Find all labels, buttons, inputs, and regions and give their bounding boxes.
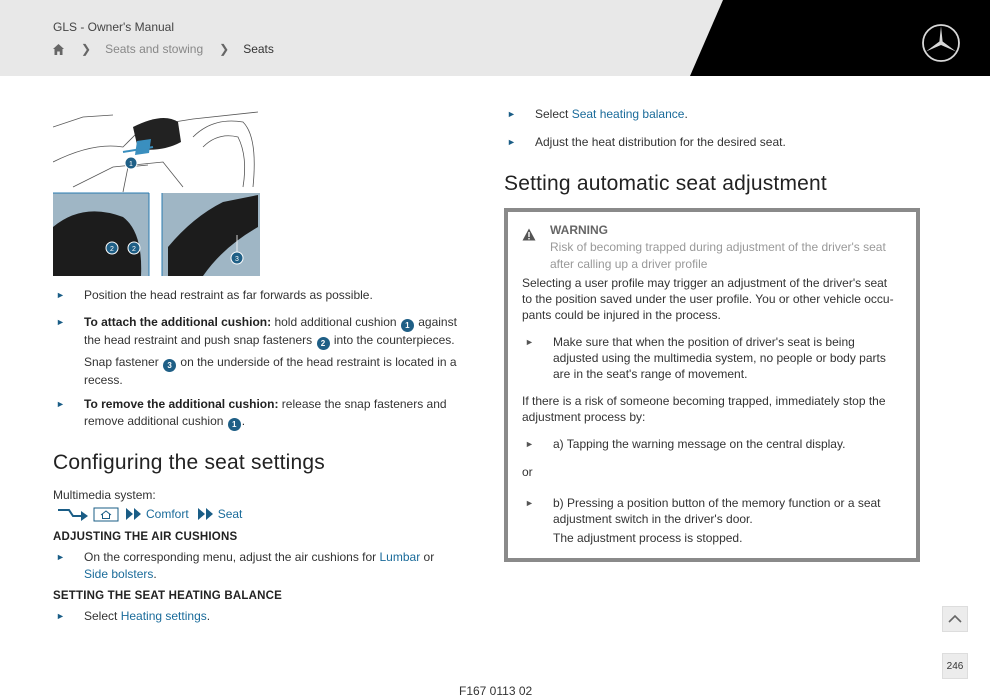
menu-path-seat[interactable]: Seat bbox=[217, 507, 243, 521]
warning-paragraph-1: Selecting a user profile may trigger an adjustment of the driver's seat to the position saved under the user profile. You or other vehicle occu-pants could be injured in the process. bbox=[522, 276, 894, 322]
heading-seat-heating-balance: SETTING THE SEAT HEATING BALANCE bbox=[53, 590, 282, 602]
step-adjust-air-cushions: ► On the corresponding menu, adjust the air cushions for Lumbar or Side bolsters. bbox=[56, 550, 435, 581]
mercedes-star-logo bbox=[921, 23, 961, 63]
chevron-right-icon: ❯ bbox=[81, 42, 92, 56]
warning-subtitle: Risk of becoming trapped during adjustment of the driver's seat after calling up a driver profile bbox=[550, 240, 886, 271]
svg-text:2: 2 bbox=[132, 246, 136, 253]
bullet-arrow-icon: ► bbox=[525, 337, 534, 347]
step-remove-cushion: ► To remove the additional cushion: release the snap fasteners and remove additional cushion 1 . bbox=[56, 397, 447, 429]
bullet-arrow-icon: ► bbox=[56, 611, 65, 621]
step-select-seat-heating-balance: ► Select Seat heating balance. bbox=[507, 107, 688, 121]
svg-text:2: 2 bbox=[110, 246, 114, 253]
bullet-arrow-icon: ► bbox=[56, 317, 65, 327]
warning-triangle-icon bbox=[522, 228, 536, 241]
step-adjust-heat-distribution: ► Adjust the heat distribution for the desired seat. bbox=[507, 135, 786, 149]
page-header bbox=[0, 0, 990, 76]
svg-text:1: 1 bbox=[129, 161, 133, 168]
callout-badge-2: 2 bbox=[317, 337, 330, 350]
callout-badge-3: 3 bbox=[163, 359, 176, 372]
warning-paragraph-2: If there is a risk of someone becoming trapped, immediately stop the adjustment process by: bbox=[522, 394, 886, 424]
heading-configuring-seat-settings: Configuring the seat settings bbox=[53, 451, 325, 474]
page-number-button[interactable]: 246 bbox=[942, 653, 968, 679]
callout-badge-1: 1 bbox=[228, 418, 241, 431]
scroll-top-button[interactable] bbox=[942, 606, 968, 632]
bullet-arrow-icon: ► bbox=[56, 290, 65, 300]
bullet-arrow-icon: ► bbox=[56, 552, 65, 562]
heading-adjusting-air-cushions: ADJUSTING THE AIR CUSHIONS bbox=[53, 531, 238, 543]
figure-code: F167 0113 02 bbox=[459, 684, 533, 698]
step-select-heating-settings: ► Select Heating settings. bbox=[56, 609, 211, 623]
bullet-arrow-icon: ► bbox=[525, 439, 534, 449]
chevron-right-icon: ❯ bbox=[219, 42, 230, 56]
double-chevron-icon bbox=[197, 507, 215, 521]
link-seat-heating-balance[interactable]: Seat heating balance bbox=[571, 107, 685, 121]
bullet-arrow-icon: ► bbox=[507, 137, 516, 147]
callout-badge-1: 1 bbox=[401, 319, 414, 332]
chevron-up-icon bbox=[943, 607, 967, 631]
warning-bullet-press-button: ► b) Pressing a position button of the memory function or a seat adjustment switch in the driver's door. The adjustment process is stopped. bbox=[525, 496, 881, 545]
link-side-bolsters[interactable]: Side bolsters bbox=[84, 566, 154, 581]
menu-entry-arrow-icon bbox=[57, 506, 91, 522]
menu-path bbox=[57, 506, 242, 522]
menu-path-comfort[interactable]: Comfort bbox=[146, 507, 189, 521]
head-restraint-cushion-illustration bbox=[53, 107, 260, 276]
warning-or: or bbox=[522, 465, 533, 479]
home-button-icon[interactable] bbox=[93, 506, 119, 522]
heading-automatic-seat-adjustment: Setting automatic seat adjustment bbox=[504, 172, 827, 195]
link-heating-settings[interactable]: Heating settings bbox=[120, 609, 207, 623]
step-position-head-restraint: ► Position the head restraint as far forwards as possible. bbox=[56, 288, 373, 302]
bullet-arrow-icon: ► bbox=[507, 109, 516, 119]
bullet-arrow-icon: ► bbox=[525, 498, 534, 508]
home-icon[interactable] bbox=[52, 43, 65, 56]
warning-bullet-make-sure: ► Make sure that when the position of driver's seat is being adjusted using the multimedia system, no people or body parts are in the seat's range of movement. bbox=[525, 335, 886, 381]
breadcrumb-seats[interactable]: Seats bbox=[243, 42, 274, 56]
step-attach-cushion: ► To attach the additional cushion: hold additional cushion 1 against the head restraint and push snap fasteners 2 into the counterpieces. Snap fastener 3 on the underside of the head restraint is located in a recess. bbox=[56, 315, 457, 387]
breadcrumb bbox=[52, 42, 274, 56]
warning-bullet-tap-message: ► a) Tapping the warning message on the central display. bbox=[525, 437, 846, 451]
warning-title: WARNING bbox=[550, 223, 608, 237]
link-lumbar[interactable]: Lumbar bbox=[379, 550, 421, 564]
double-chevron-icon bbox=[125, 507, 143, 521]
multimedia-system-label: Multimedia system: bbox=[53, 488, 156, 502]
svg-text:3: 3 bbox=[235, 256, 239, 263]
bullet-arrow-icon: ► bbox=[56, 399, 65, 409]
breadcrumb-seats-and-stowing[interactable]: Seats and stowing bbox=[105, 42, 204, 56]
manual-title: GLS - Owner's Manual bbox=[53, 20, 175, 34]
